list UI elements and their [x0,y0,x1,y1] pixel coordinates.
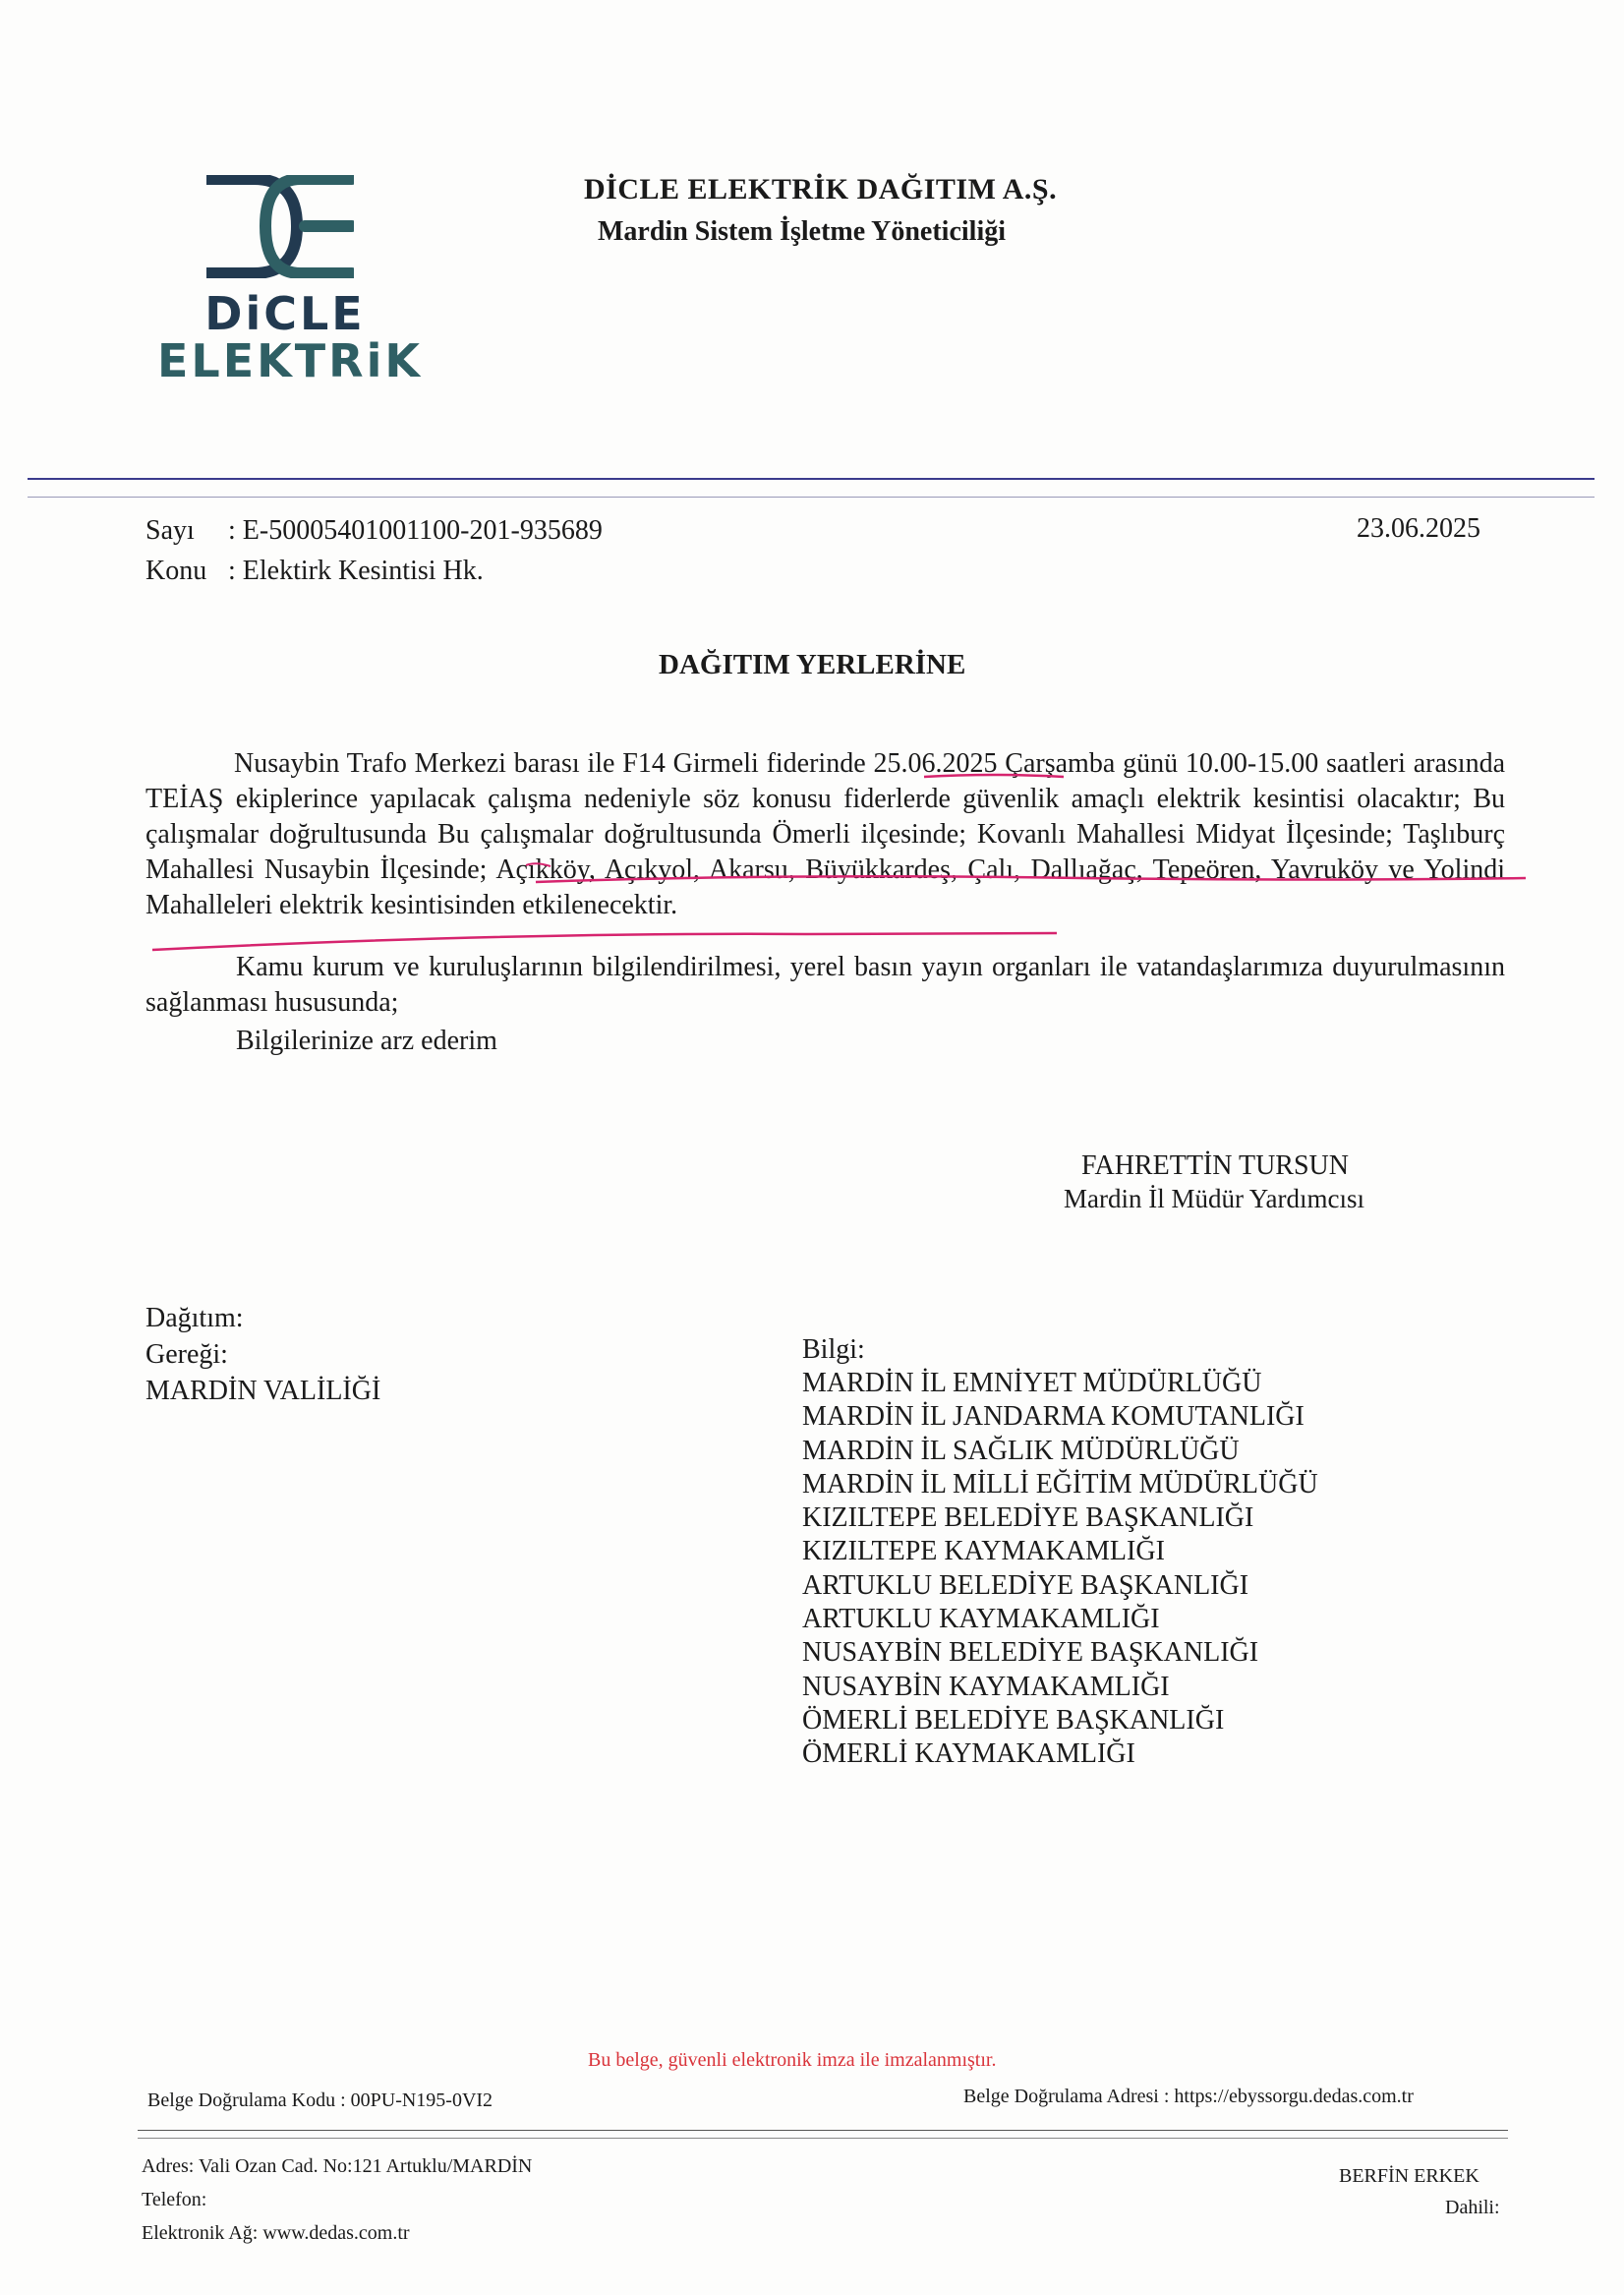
body-paragraph-1: Nusaybin Trafo Merkezi barası ile F14 Girmeli fiderinde 25.06.2025 Çarşamba günü 10.00-15.00 saatleri arasında TEİAŞ ekiplerince yapılacak çalışma nedeniyle söz konusu fiderlerde güvenlik amaçlı elektrik kesintisi olacaktır; Bu çalışmalar doğrultusunda Bu çalışmalar doğrultusunda Ömerli ilçesinde; Kovanlı Mahallesi Midyat İlçesinde; Taşlıburç Mahallesi Nusaybin İlçesinde; Açıkköy, Açıkyol, Akarsu, Büyükkardeş, Çalı, Dallıağaç, Tepeören, Yavruköy ve Yolindi Mahalleleri elektrik kesintisinden etkilenecektir. [145,748,1505,920]
list-item: NUSAYBİN BELEDİYE BAŞKANLIĞI [802,1637,1259,1669]
list-item: NUSAYBİN KAYMAKAMLIĞI [802,1671,1170,1702]
bilgi-list [802,1367,1318,1772]
header-divider-secondary [28,497,1595,498]
signatory-title: Mardin İl Müdür Yardımcısı [1064,1184,1364,1213]
logo-wordmark [157,287,424,388]
gereg-label: Gereği: [145,1339,228,1370]
company-name: DİCLE ELEKTRİK DAĞITIM A.Ş. [584,173,1058,206]
verification-code: Belge Doğrulama Kodu : 00PU-N195-0VI2 [147,2089,493,2111]
footer-web: Elektronik Ağ: www.dedas.com.tr [142,2222,410,2244]
verification-address: Belge Doğrulama Adresi : https://ebyssorgu.dedas.com.tr [963,2086,1414,2107]
document-date: 23.06.2025 [1357,513,1480,544]
footer-author: BERFİN ERKEK [1339,2165,1479,2187]
footer-phone: Telefon: [142,2189,207,2210]
list-item: MARDİN İL SAĞLIK MÜDÜRLÜĞÜ [802,1435,1240,1466]
list-item: ARTUKLU KAYMAKAMLIĞI [802,1604,1160,1635]
gereg-item: MARDİN VALİLİĞİ [145,1376,381,1406]
sayi-value: : E-50005401001100-201-935689 [228,515,603,546]
bilgi-label: Bilgi: [802,1334,865,1365]
dicle-elektrik-logo-icon [206,175,354,278]
addressee-heading: DAĞITIM YERLERİNE [659,649,966,680]
signatory-name: FAHRETTİN TURSUN [1081,1150,1349,1181]
distribution-label: Dağıtım: [145,1303,244,1333]
footer-divider-secondary [138,2138,1508,2139]
logo-line-1: DiCLE [204,287,366,340]
body-paragraph-2: Kamu kurum ve kuruluşlarının bilgilendirilmesi, yerel basın yayın organları ile vatandaşlarımıza duyurulmasının sağlanması hususunda; [145,952,1505,1018]
konu-label: Konu [145,556,207,586]
company-unit: Mardin Sistem İşletme Yöneticiliği [598,216,1007,247]
list-item: MARDİN İL JANDARMA KOMUTANLIĞI [802,1401,1305,1433]
logo-line-2: ELEKTRiK [157,334,424,388]
footer-address: Adres: Vali Ozan Cad. No:121 Artuklu/MARDİN [142,2155,533,2177]
konu-value: : Elektirk Kesintisi Hk. [228,556,484,586]
list-item: ARTUKLU BELEDİYE BAŞKANLIĞI [802,1569,1249,1601]
list-item: ÖMERLİ KAYMAKAMLIĞI [802,1738,1135,1770]
list-item: MARDİN İL MİLLİ EĞİTİM MÜDÜRLÜĞÜ [802,1468,1318,1500]
list-item: MARDİN İL EMNİYET MÜDÜRLÜĞÜ [802,1368,1262,1398]
footer-divider [138,2130,1508,2131]
header-divider [28,478,1595,480]
esign-note: Bu belge, güvenli elektronik imza ile imzalanmıştır. [588,2049,997,2071]
sayi-label: Sayı [145,515,195,546]
list-item: KIZILTEPE KAYMAKAMLIĞI [802,1536,1165,1567]
list-item: ÖMERLİ BELEDİYE BAŞKANLIĞI [802,1704,1225,1736]
closing-line: Bilgilerinize arz ederim [236,1026,497,1056]
list-item: KIZILTEPE BELEDİYE BAŞKANLIĞI [802,1502,1254,1534]
footer-dahili: Dahili: [1445,2197,1500,2218]
